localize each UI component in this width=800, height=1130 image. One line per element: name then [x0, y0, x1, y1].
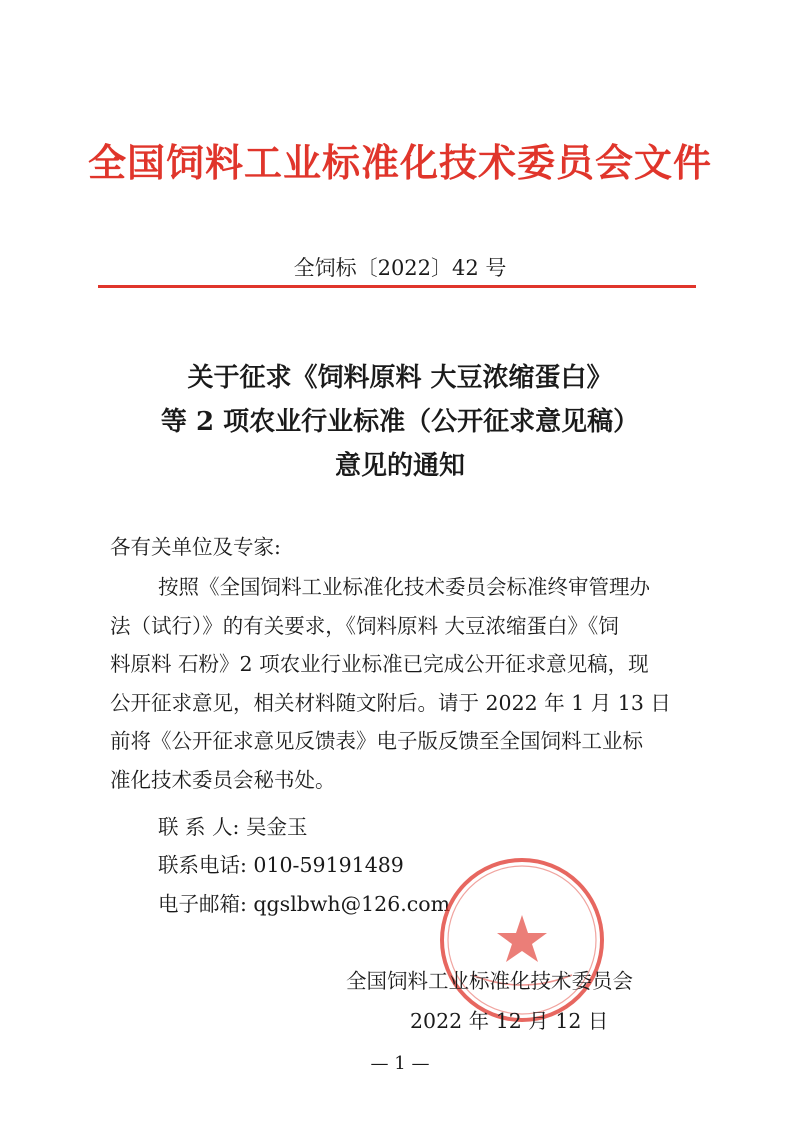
salutation: 各有关单位及专家: [110, 535, 281, 559]
paragraph-line: 法（试行）》的有关要求，《饲料原料 大豆浓缩蛋白》《饲 [110, 613, 619, 638]
contact-person: 联 系 人: 吴金玉 [158, 815, 308, 839]
paragraph-line: 前将《公开征求意见反馈表》电子版反馈至全国饲料工业标 [110, 729, 643, 753]
notice-title-line: 关于征求《饲料原料 大豆浓缩蛋白》 [187, 363, 613, 393]
contact-phone: 联系电话: 010-59191489 [158, 853, 404, 877]
paragraph-line: 按照《全国饲料工业标准化技术委员会标准终审管理办 [158, 575, 650, 599]
notice-title-line: 等 2 项农业行业标准（公开征求意见稿） [160, 407, 640, 437]
document-header-title: 全国饲料工业标准化技术委员会文件 [87, 140, 712, 185]
document-number: 全饲标〔2022〕42 号 [293, 256, 507, 280]
header-divider [98, 285, 696, 288]
paragraph-line: 准化技术委员会秘书处。 [110, 767, 336, 792]
signature-organization: 全国饲料工业标准化技术委员会 [346, 969, 633, 993]
paragraph-line: 料原料 石粉》2 项农业行业标准已完成公开征求意见稿，现 [110, 652, 649, 676]
notice-title-line: 意见的通知 [334, 451, 465, 481]
notice-title [0, 356, 800, 488]
body-paragraph [110, 568, 700, 799]
official-seal-icon [437, 855, 607, 1025]
page-number: — 1 — [370, 1053, 430, 1074]
paragraph-line: 公开征求意见，相关材料随文附后。请于 2022 年 1 月 13 日 [110, 690, 671, 715]
contact-email: 电子邮箱: qgslbwh@126.com [158, 892, 451, 916]
signature-date: 2022 年 12 月 12 日 [410, 1009, 609, 1033]
